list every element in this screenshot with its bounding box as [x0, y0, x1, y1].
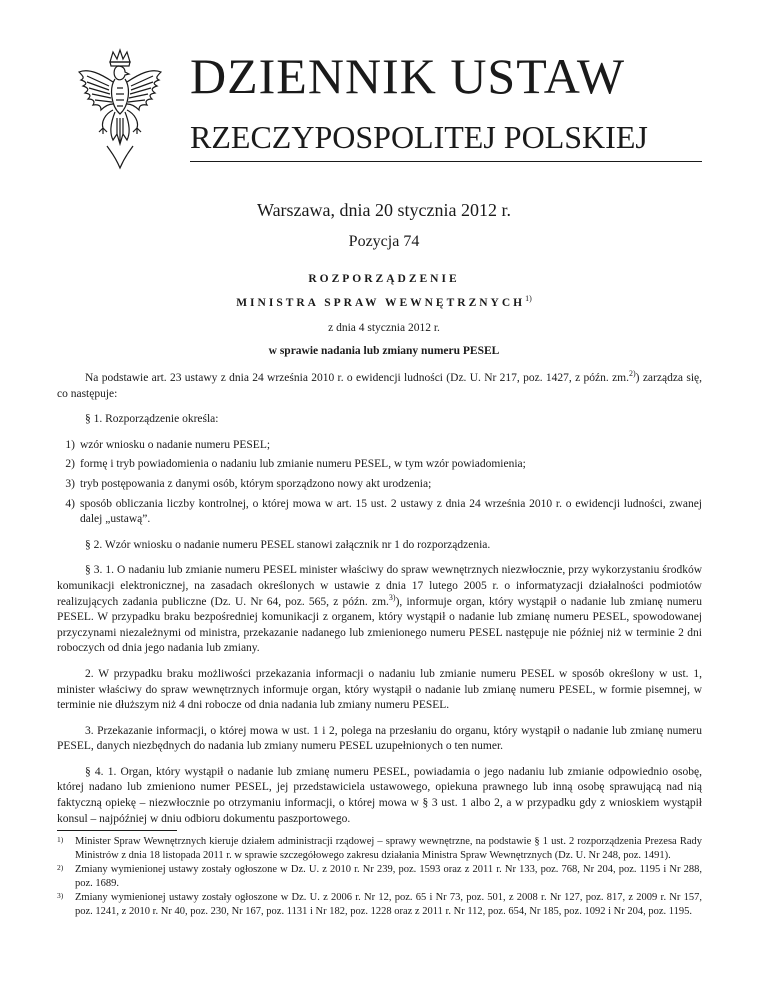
paragraph-3-3: 3. Przekazanie informacji, o której mowa w ust. 1 i 2, polega na przesłaniu do organu, który wystąpił o nadanie lub zmianę numeru PESEL, danych niezbędnych do nadania lub zmiany numeru PESEL uzupełnionych o ten numer.: [57, 724, 702, 753]
footnote-text: Minister Spraw Wewnętrznych kieruje działem administracji rządowej – sprawy wewnętrzne, na podstawie § 1 ust. 2 rozporządzenia Prezesa Rady Ministrów z dnia 18 listopada 2011 r. w sprawie szczegółowego zakresu działania Ministra Spraw Wewnętrznych (Dz. U. Nr 248, poz. 1491).: [75, 836, 702, 861]
footnote-text: Zmiany wymienionej ustawy zostały ogłoszone w Dz. U. z 2010 r. Nr 239, poz. 1593 oraz z 2011 r. Nr 133, poz. 768, Nr 204, poz. 1195 i Nr 288, poz. 1689.: [75, 864, 702, 889]
paragraph-2: § 2. Wzór wniosku o nadanie numeru PESEL stanowi załącznik nr 1 do rozporządzenia.: [85, 538, 491, 551]
footnote-ref-2[interactable]: 2): [629, 369, 636, 379]
act-subject: w sprawie nadania lub zmiany numeru PESEL: [268, 345, 500, 357]
list-item: [57, 457, 702, 473]
preamble-text-b: ) zarządza się, co następuje:: [57, 372, 702, 400]
list-item: [57, 438, 702, 454]
list-item: [57, 497, 702, 528]
act-date: z dnia 4 stycznia 2012 r.: [328, 322, 440, 334]
footnote: [57, 835, 702, 862]
list-item: [57, 477, 702, 493]
paragraph-4-1: § 4. 1. Organ, który wystąpił o nadanie lub zmianę numeru PESEL, powiadamia o jego nadaniu lub zmianie odpowiednio osobę, której nadano lub zmieniono numer PESEL, jej przedstawiciela ustawowego, opiekuna prawnego lub inną osobę sprawującą nad nią faktyczną opiekę – niezwłocznie po otrzymaniu informacji, o której mowa w § 3 ust. 1 albo 2, a w przypadku gdy z wnioskiem wystąpił konsul – najpóźniej w dniu odbioru dokumentu paszportowego.: [57, 765, 702, 825]
paragraph-1-list: [57, 438, 702, 528]
list-item-number: 1): [65, 438, 75, 451]
list-item-text: tryb postępowania z danymi osób, którym sporządzono nowy akt urodzenia;: [80, 477, 432, 490]
act-issuer-line: [0, 289, 768, 313]
preamble-text-a: Na podstawie art. 23 ustawy z dnia 24 września 2010 r. o ewidencji ludności (Dz. U. Nr 217, poz. 1427, z późn. zm.: [85, 372, 629, 384]
list-item-number: 2): [65, 458, 75, 471]
eagle-emblem-icon: [73, 48, 167, 170]
footnote-divider: [57, 830, 177, 831]
act-heading: [0, 270, 768, 313]
paragraph-3-1: [57, 563, 702, 657]
footnote-mark: 2): [57, 863, 64, 873]
paragraph-1-intro: § 1. Rozporządzenie określa:: [85, 413, 219, 426]
preamble: [57, 371, 702, 402]
footnote-text: Zmiany wymienionej ustawy zostały ogłoszone w Dz. U. z 2006 r. Nr 12, poz. 65 i Nr 73, poz. 501, z 2008 r. Nr 127, poz. 817, z 2009 r. Nr 157, poz. 1241, z 2010 r. Nr 40, poz. 230, Nr 167, poz. 1131 i Nr 182, poz. 1228 oraz z 2011 r. Nr 112, poz. 654, Nr 185, poz. 1092 i Nr 204, poz. 1195.: [75, 892, 702, 917]
footnote: [57, 863, 702, 890]
paragraph-3-1-text-b: ), informuje organ, który wystąpił o nadanie lub zmianę numeru PESEL. W przypadku braku bezpośredniej komunikacji z organem, który wystąpił o nadanie lub zmianę numeru PESEL, spowodowanej przyczynami niezależnymi od ministra, przekazanie nadanego lub zmienionego numeru PESEL następuje nie później niż w terminie 2 dni roboczych od dnia jego nadania lub zmiany.: [57, 595, 702, 655]
act-issuer: MINISTRA SPRAW WEWNĘTRZNYCH: [236, 296, 526, 309]
list-item-number: 3): [65, 477, 75, 490]
footnote-ref-3[interactable]: 3): [388, 592, 396, 602]
masthead-subtitle: RZECZYPOSPOLITEJ POLSKIEJ: [190, 119, 648, 155]
list-item-text: formę i tryb powiadomienia o nadaniu lub zmianie numeru PESEL, w tym wzór powiadomienia;: [80, 458, 526, 471]
masthead-divider: [190, 161, 702, 162]
paragraph-3-2: 2. W przypadku braku możliwości przekazania informacji o nadaniu lub zmianie numeru PESEL w sposób określony w ust. 1, minister właściwy do spraw wewnętrznych informuje organ, który wystąpił o nadanie lub zmianę numeru PESEL, w formie pisemnej, w terminie nie dłuższym niż 4 dni robocze od dnia nadania lub zmiany numeru PESEL.: [57, 667, 702, 712]
list-item-text: sposób obliczania liczby kontrolnej, o której mowa w art. 15 ust. 2 ustawy z dnia 24 września 2010 r. o ewidencji ludności, zwanej dalej „ustawą”.: [80, 497, 702, 526]
act-body: [57, 371, 702, 837]
issue-date: Warszawa, dnia 20 stycznia 2012 r.: [257, 200, 511, 220]
footnote: [57, 891, 702, 918]
footnote-ref-1[interactable]: 1): [525, 294, 532, 303]
paragraph-3-1-text-a: § 3. 1. O nadaniu lub zmianie numeru PESEL minister właściwy do spraw wewnętrznych niezwłocznie, przy wykorzystaniu środków komunikacji elektronicznej, na zasadach określonych w ustawie z dnia 17 lutego 2005 r. o informatyzacji działalności podmiotów realizujących zadania publiczne (Dz. U. Nr 64, poz. 565, z późn. zm.: [57, 564, 702, 608]
act-type: ROZPORZĄDZENIE: [308, 273, 460, 285]
footnote-mark: 3): [57, 891, 64, 901]
list-item-number: 4): [65, 497, 75, 510]
masthead-title: DZIENNIK USTAW: [190, 48, 626, 104]
footnotes: [57, 835, 702, 920]
footnote-mark: 1): [57, 835, 64, 844]
list-item-text: wzór wniosku o nadanie numeru PESEL;: [80, 438, 271, 451]
issue-position: Pozycja 74: [348, 233, 420, 250]
